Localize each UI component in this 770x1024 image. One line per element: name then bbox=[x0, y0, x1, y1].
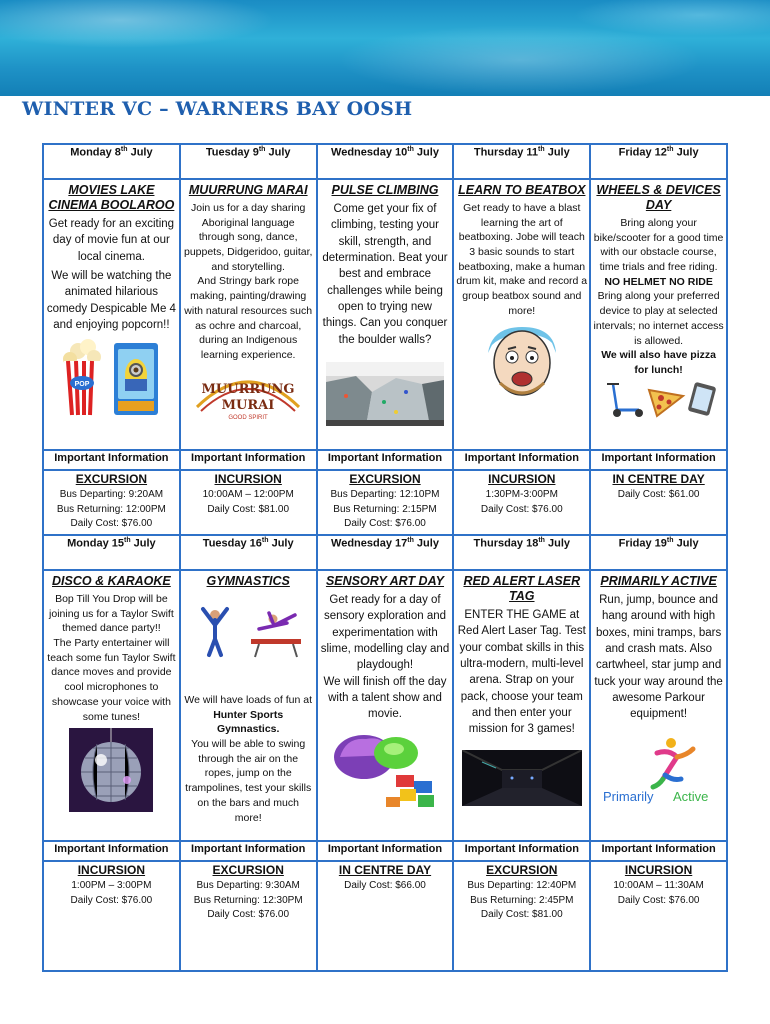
helmet-rule: NO HELMET NO RIDE bbox=[604, 275, 713, 288]
time-line: 1:00PM – 3:00PM bbox=[71, 880, 152, 892]
activity-type: EXCURSION bbox=[486, 863, 558, 877]
info-cell bbox=[453, 470, 590, 535]
time-line: Bus Departing: 9:30AM bbox=[196, 880, 300, 892]
activity-description: ENTER THE GAME at Red Alert Laser Tag. Test your combat skills in this ultra-modern, multi-level arena. Strap on your pack, choose your team and then enter your mission for 3 games! bbox=[457, 609, 586, 736]
cost-line: Daily Cost: $76.00 bbox=[344, 518, 426, 530]
logo-text: Primarily bbox=[602, 788, 654, 804]
time-line: 10:00AM – 12:00PM bbox=[202, 489, 294, 501]
activity-type: EXCURSION bbox=[349, 472, 421, 486]
info-cell bbox=[317, 470, 454, 535]
activity-cell bbox=[180, 179, 317, 450]
popcorn-and-minion-image bbox=[46, 337, 177, 417]
primarily-active-logo bbox=[593, 735, 724, 805]
activity-cell bbox=[590, 570, 727, 841]
activity-description: We will have loads of fun at Hunter Sports Gymnastics. bbox=[184, 694, 313, 736]
info-label-row bbox=[43, 841, 727, 861]
info-label: Important Information bbox=[43, 841, 180, 861]
day-header: Tuesday 9th July bbox=[180, 144, 317, 179]
activity-description: You will be able to swing through the air on the ropes, jump on the trampolines, test your skills on the bars and much more! bbox=[185, 738, 312, 824]
day-header: Tuesday 16th July bbox=[180, 535, 317, 570]
activity-title: PULSE CLIMBING bbox=[331, 183, 439, 197]
activity-description: Get ready to have a blast learning the art of beatboxing. Jobe will teach 3 basic sounds to start beatboxing, make a human drum kit, make and record a group beatbox sound and more! bbox=[456, 202, 588, 317]
day-header-row bbox=[43, 535, 727, 570]
cost-line: Daily Cost: $81.00 bbox=[207, 503, 290, 515]
activity-title: PRIMARILY ACTIVE bbox=[600, 574, 717, 588]
day-header: Wednesday 10th July bbox=[317, 144, 454, 179]
logo-text: GOOD SPIRIT bbox=[228, 414, 268, 421]
info-details-row bbox=[43, 861, 727, 971]
activity-description: We will finish off the day with a talent show and movie. bbox=[323, 675, 447, 721]
day-header: Friday 19th July bbox=[590, 535, 727, 570]
activity-title: DISCO & KARAOKE bbox=[52, 574, 171, 588]
info-cell bbox=[590, 861, 727, 971]
activity-title: RED ALERT LASER TAG bbox=[463, 574, 581, 603]
activity-description: Bring along your bike/scooter for a good time with our obstacle course, time trials and free riding. bbox=[593, 217, 724, 274]
logo-text: MURAI bbox=[221, 397, 275, 413]
muurrung-murai-logo bbox=[183, 367, 314, 421]
activity-type: INCURSION bbox=[488, 472, 556, 486]
tablet-icon bbox=[687, 381, 716, 416]
activity-title: SENSORY ART DAY bbox=[325, 574, 445, 588]
activity-title: MOVIES LAKE CINEMA BOOLAROO bbox=[48, 183, 175, 212]
info-details-row bbox=[43, 470, 727, 535]
info-label: Important Information bbox=[180, 841, 317, 861]
activity-cell bbox=[43, 570, 180, 841]
time-line: Bus Departing: 12:40PM bbox=[467, 880, 577, 892]
beatbox-face-image bbox=[456, 323, 587, 397]
info-label: Important Information bbox=[590, 450, 727, 470]
page-title: WINTER VC – WARNERS BAY OOSH bbox=[22, 98, 413, 120]
svg-text:POP: POP bbox=[74, 381, 90, 389]
day-header: Monday 8th July bbox=[43, 144, 180, 179]
activity-cell bbox=[317, 179, 454, 450]
activity-cell bbox=[590, 179, 727, 450]
activity-type: IN CENTRE DAY bbox=[612, 472, 705, 486]
time-line: Bus Departing: 12:10PM bbox=[330, 489, 440, 501]
info-label: Important Information bbox=[43, 450, 180, 470]
activity-cell bbox=[180, 570, 317, 841]
activity-description: Get ready for a day of sensory exploration and experimentation with slime, modelling clay and playdough! bbox=[320, 594, 450, 672]
logo-text: MUURRUNG bbox=[201, 381, 295, 397]
cost-line: Daily Cost: $76.00 bbox=[70, 894, 153, 906]
disco-ball-image bbox=[46, 728, 177, 812]
activity-cell bbox=[317, 570, 454, 841]
activity-row bbox=[43, 179, 727, 450]
cost-line: Daily Cost: $76.00 bbox=[480, 503, 563, 515]
day-header: Wednesday 17th July bbox=[317, 535, 454, 570]
time-line: Bus Returning: 2:15PM bbox=[333, 503, 437, 515]
activity-cell bbox=[453, 570, 590, 841]
time-line: 1:30PM-3:00PM bbox=[485, 489, 558, 501]
activity-title: GYMNASTICS bbox=[206, 574, 290, 588]
info-label-row bbox=[43, 450, 727, 470]
activity-row bbox=[43, 570, 727, 841]
schedule-table bbox=[42, 143, 728, 972]
activity-description: Come get your fix of climbing, testing your skill, strength, and determination. Beat your best and embrace challenges while being open to trying new things. Can you conquer the boulder walls? bbox=[322, 203, 448, 346]
time-line: Bus Returning: 2:45PM bbox=[470, 894, 574, 906]
activity-description: Run, jump, bounce and hang around with high boxes, mini tramps, bars and crash mats. Also cartwheel, star jump and tuck your way around the awesome Parkour equipment! bbox=[594, 594, 723, 721]
activity-type: INCURSION bbox=[77, 863, 146, 877]
day-header: Thursday 18th July bbox=[453, 535, 590, 570]
cost-line: Daily Cost: $76.00 bbox=[70, 518, 153, 530]
cost-line: Daily Cost: $61.00 bbox=[617, 489, 700, 501]
cost-line: Daily Cost: $76.00 bbox=[617, 894, 700, 906]
info-cell bbox=[180, 861, 317, 971]
activity-title: MUURRUNG MARAI bbox=[188, 183, 308, 197]
pizza-icon bbox=[649, 390, 683, 416]
time-line: Bus Returning: 12:30PM bbox=[193, 894, 303, 906]
info-label: Important Information bbox=[317, 450, 454, 470]
info-cell bbox=[453, 861, 590, 971]
day-header-row bbox=[43, 144, 727, 179]
activity-description: Join us for a day sharing Aboriginal language through song, dance, puppets, Didgeridoo, guitar, and storytelling. bbox=[183, 202, 313, 273]
activity-type: EXCURSION bbox=[212, 863, 284, 877]
gymnasts-image bbox=[183, 599, 314, 659]
time-line: Bus Returning: 12:00PM bbox=[56, 503, 166, 515]
cost-line: Daily Cost: $81.00 bbox=[480, 909, 563, 921]
pizza-note: We will also have pizza for lunch! bbox=[601, 349, 716, 376]
activity-description: We will be watching the animated hilarious comedy Despicable Me 4 and enjoying popcorn!! bbox=[46, 269, 176, 331]
info-label: Important Information bbox=[453, 450, 590, 470]
info-label: Important Information bbox=[453, 841, 590, 861]
scooter-icon bbox=[607, 384, 643, 417]
info-cell bbox=[43, 861, 180, 971]
climbing-gym-image bbox=[320, 362, 451, 426]
slime-and-blocks-image bbox=[320, 727, 451, 813]
scooter-pizza-tablet-image bbox=[593, 380, 724, 418]
activity-title: WHEELS & DEVICES DAY bbox=[596, 183, 721, 212]
day-header: Thursday 11th July bbox=[453, 144, 590, 179]
day-header: Monday 15th July bbox=[43, 535, 180, 570]
info-cell bbox=[317, 861, 454, 971]
activity-type: EXCURSION bbox=[75, 472, 148, 486]
day-header: Friday 12th July bbox=[590, 144, 727, 179]
activity-cell bbox=[453, 179, 590, 450]
cost-line: Daily Cost: $66.00 bbox=[344, 880, 426, 892]
activity-type: IN CENTRE DAY bbox=[338, 863, 432, 877]
activity-description: Bring along your preferred device to play at selected intervals; no internet access is allowed. bbox=[593, 290, 724, 347]
info-cell bbox=[43, 470, 180, 535]
laser-tag-arena-image bbox=[456, 750, 587, 806]
info-label: Important Information bbox=[317, 841, 454, 861]
activity-cell bbox=[43, 179, 180, 450]
info-cell bbox=[590, 470, 727, 535]
time-line: Bus Departing: 9:20AM bbox=[59, 489, 164, 501]
time-line: 10:00AM – 11:30AM bbox=[613, 880, 704, 892]
info-label: Important Information bbox=[590, 841, 727, 861]
info-cell bbox=[180, 470, 317, 535]
info-label: Important Information bbox=[180, 450, 317, 470]
activity-type: INCURSION bbox=[214, 472, 282, 486]
activity-title: LEARN TO BEATBOX bbox=[458, 183, 586, 197]
water-banner-image bbox=[0, 0, 770, 96]
activity-type: INCURSION bbox=[624, 863, 693, 877]
activity-description: And Stringy bark rope making, painting/drawing with natural resources such as ochre and charcoal, during an Indigenous learning experience. bbox=[184, 275, 313, 361]
activity-description: Get ready for an exciting day of movie fun at our local cinema. bbox=[48, 218, 175, 263]
activity-description: Bop Till You Drop will be joining us for a Taylor Swift themed dance party!! bbox=[49, 593, 174, 635]
activity-description: The Party entertainer will teach some fun Taylor Swift dance moves and provide cool microphones to showcase your voice with some tunes! bbox=[47, 637, 176, 723]
logo-text: Active bbox=[672, 788, 708, 804]
cost-line: Daily Cost: $76.00 bbox=[207, 909, 290, 921]
